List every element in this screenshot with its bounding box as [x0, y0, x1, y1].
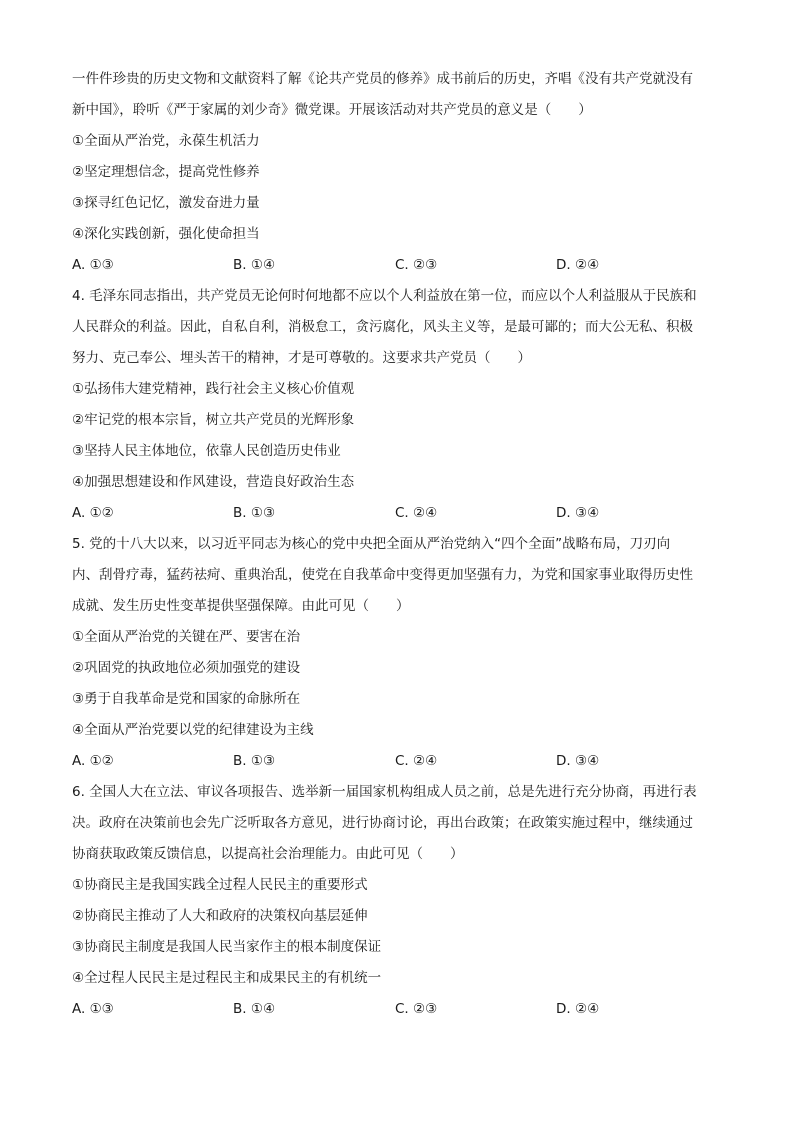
answer-options — [72, 746, 724, 777]
answer-options — [72, 994, 724, 1025]
option-b: B. ①③ — [233, 505, 276, 521]
statement-item: ①弘扬伟大建党精神，践行社会主义核心价值观 — [72, 381, 355, 397]
option-d: D. ②④ — [556, 1001, 600, 1017]
statement-item: ②牢记党的根本宗旨，树立共产党员的光辉形象 — [72, 412, 355, 428]
option-d: D. ②④ — [556, 257, 600, 273]
question-stem-line: 一件件珍贵的历史文物和文献资料了解《论共产党员的修养》成书前后的历史，齐唱《没有共产党就没有 — [72, 71, 693, 87]
statement-item: ④全面从严治党要以党的纪律建设为主线 — [72, 722, 314, 738]
statement-item: ②巩固党的执政地位必须加强党的建设 — [72, 660, 301, 676]
question-stem-line: 努力、克己奉公、埋头苦干的精神，才是可尊敬的。这要求共产党员（ ） — [72, 350, 531, 366]
statement-item: ③协商民主制度是我国人民当家作主的根本制度保证 — [72, 939, 382, 955]
statement-item: ②协商民主推动了人大和政府的决策权向基层延伸 — [72, 908, 368, 924]
statement-item: ①全面从严治党的关键在严、要害在治 — [72, 629, 301, 645]
statement-item: ①协商民主是我国实践全过程人民民主的重要形式 — [72, 877, 368, 893]
question-stem-line: 新中国》，聆听《严于家属的刘少奇》微党课。开展该活动对共产党员的意义是（ ） — [72, 102, 592, 118]
exam-page — [72, 64, 724, 1025]
option-d: D. ③④ — [556, 753, 600, 769]
question-stem-line: 成就、发生历史性变革提供坚强保障。由此可见（ ） — [72, 598, 410, 614]
answer-options — [72, 250, 724, 281]
option-d: D. ③④ — [556, 505, 600, 521]
statement-item: ④深化实践创新，强化使命担当 — [72, 226, 260, 242]
statement-item: ②坚定理想信念，提高党性修养 — [72, 164, 260, 180]
option-a: A. ①③ — [72, 1001, 114, 1017]
option-b: B. ①④ — [233, 257, 276, 273]
question-6 — [72, 777, 724, 1025]
question-stem-line: 6. 全国人大在立法、审议各项报告、选举新一届国家机构组成人员之前，总是先进行充分协商，再进行表 — [72, 784, 697, 800]
question-3 — [72, 64, 724, 281]
question-4 — [72, 281, 724, 529]
statement-item: ③坚持人民主体地位，依靠人民创造历史伟业 — [72, 443, 341, 459]
question-stem-line: 5. 党的十八大以来，以习近平同志为核心的党中央把全面从严治党纳入“四个全面”战略布局，刀刃向 — [72, 536, 671, 552]
statement-item: ③探寻红色记忆，激发奋进力量 — [72, 195, 260, 211]
statement-item: ④全过程人民民主是过程民主和成果民主的有机统一 — [72, 970, 382, 986]
option-c: C. ②③ — [395, 1001, 438, 1017]
option-c: C. ②④ — [395, 505, 438, 521]
option-b: B. ①③ — [233, 753, 276, 769]
question-5 — [72, 529, 724, 777]
option-c: C. ②④ — [395, 753, 438, 769]
option-a: A. ①② — [72, 505, 114, 521]
question-stem-line: 决。政府在决策前也会先广泛听取各方意见，进行协商讨论，再出台政策；在政策实施过程中，继续通过 — [72, 815, 693, 831]
statement-item: ③勇于自我革命是党和国家的命脉所在 — [72, 691, 301, 707]
question-stem-line: 协商获取政策反馈信息，以提高社会治理能力。由此可见（ ） — [72, 846, 464, 862]
statement-item: ④加强思想建设和作风建设，营造良好政治生态 — [72, 474, 355, 490]
question-stem-line: 4. 毛泽东同志指出，共产党员无论何时何地都不应以个人利益放在第一位，而应以个人利益服从于民族和 — [72, 288, 697, 304]
option-a: A. ①② — [72, 753, 114, 769]
statement-item: ①全面从严治党，永葆生机活力 — [72, 133, 260, 149]
option-a: A. ①③ — [72, 257, 114, 273]
answer-options — [72, 498, 724, 529]
question-stem-line: 人民群众的利益。因此，自私自利，消极怠工，贪污腐化，风头主义等，是最可鄙的；而大公无私、积极 — [72, 319, 693, 335]
option-b: B. ①④ — [233, 1001, 276, 1017]
option-c: C. ②③ — [395, 257, 438, 273]
question-stem-line: 内、刮骨疗毒，猛药祛疴、重典治乱，使党在自我革命中变得更加坚强有力，为党和国家事业取得历史性 — [72, 567, 693, 583]
